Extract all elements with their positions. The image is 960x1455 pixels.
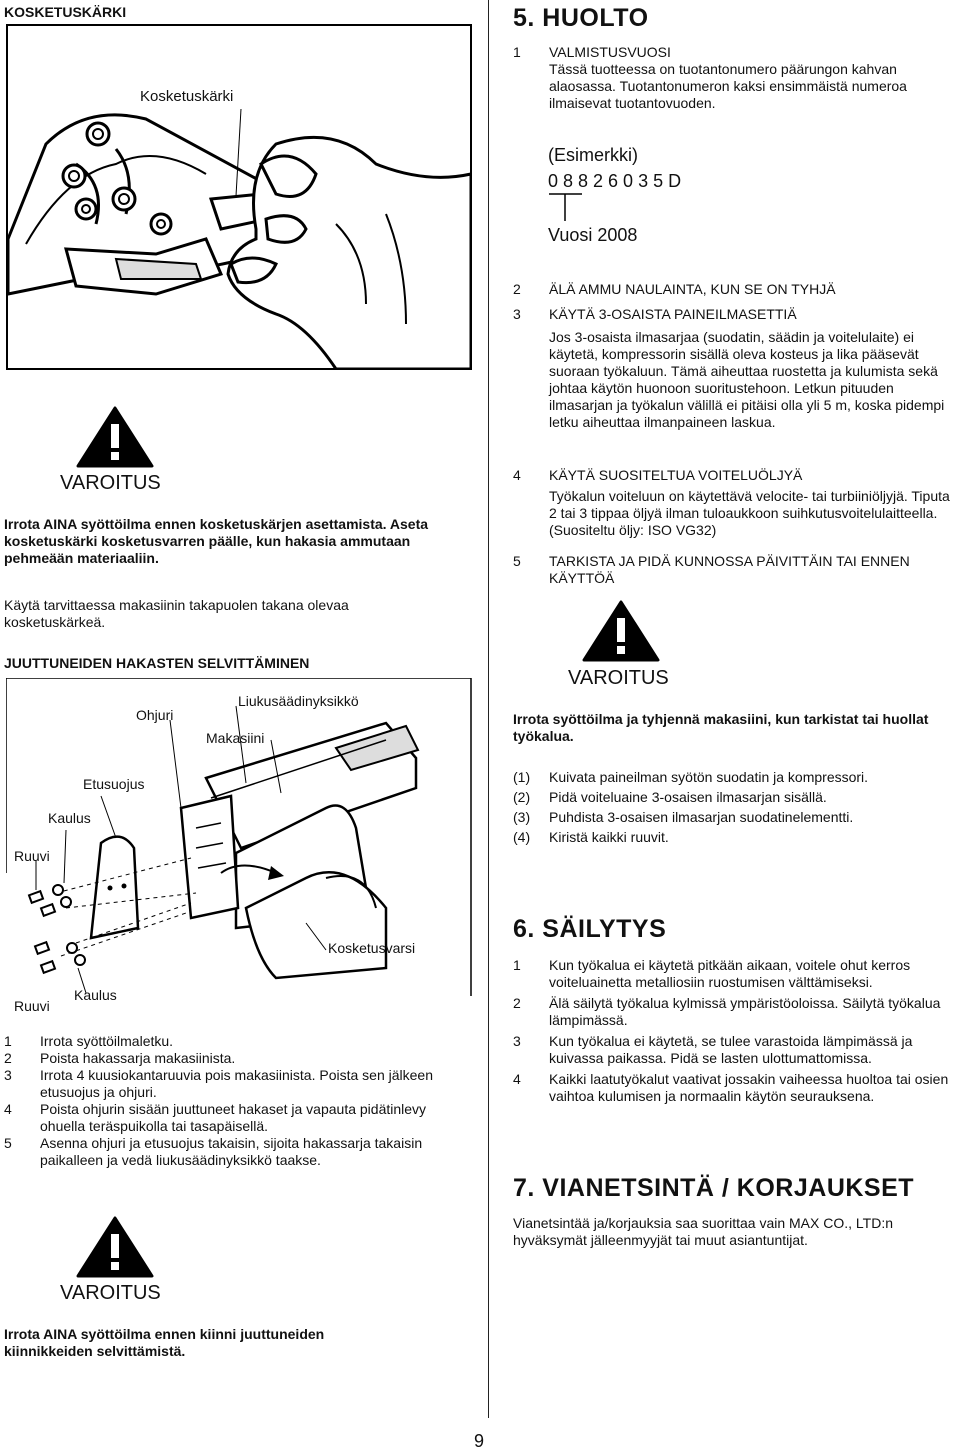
jam-steps-list [4, 1033, 444, 1169]
fig1-label-contact-tip: Kosketuskärki [140, 88, 234, 105]
tip-note: Käytä tarvittaessa makasiinin takapuolen takana olevaa kosketuskärkeä. [4, 597, 349, 630]
list-item: 2 Älä säilytä työkalua kylmissä ympäristöoloissa. Säilytä työkalua lämpimässä. [513, 995, 941, 1028]
section-production-year: 1 VALMISTUSVUOSI Tässä tuotteessa on tuotantonumero päärungon kahvan alaosassa. Tuotantonumeron kaksi ensimmäistä numeroa ilmaisevat tuotantovuoden. [513, 44, 907, 111]
section-no-empty-firing: 2 ÄLÄ AMMU NAULAINTA, KUN SE ON TYHJÄ [513, 281, 836, 297]
section-lubricant: 4 KÄYTÄ SUOSITELTUA VOITELUÖLJYÄ Työkalun voiteluun on käytettävä velocite- tai turbiiniöljyjä. Tiputa 2 tai 3 tippaa öljyä ilman tuloaukkoon suihkutusvoitelulaitteella. (Suositeltu öljy: ISO VG32) [513, 467, 950, 538]
fig2-label-slider: Liukusäädinyksikkö [238, 693, 359, 709]
fig2-label-screw-bottom: Ruuvi [14, 998, 50, 1014]
sailytys-heading: 6. SÄILYTYS [513, 915, 667, 943]
warning-icon [76, 406, 154, 473]
fig2-label-screw-top: Ruuvi [14, 848, 50, 864]
fig2-label-guide: Ohjuri [136, 707, 174, 723]
example-year: Vuosi 2008 [548, 225, 638, 245]
example-code: 0 8 8 2 6 0 3 5 D [548, 171, 682, 191]
warning-text: Irrota AINA syöttöilma ennen kosketuskärjen asettamista. Aseta kosketuskärki kosketusvarren päälle, kun hakasia ammutaan pehmeään materiaaliin. [4, 516, 429, 566]
warning-icon [76, 1216, 154, 1283]
list-item: (3) Puhdista 3-osaisen ilmasarjan suodatinelementti. [513, 809, 854, 825]
section-air-set: 3 KÄYTÄ 3-OSAISTA PAINEILMASETTIÄ Jos 3-osaista ilmasarjaa (suodatin, säädin ja voitelulaite) ei käytetä, kompressorin sisällä oleva kosteus ja lika pääsevät suoraan työkaluun. Tämä aiheuttaa ruostetta ja kulumista sekä johtaa käytön huonoon suoritustehoon. Letkun pituuden ilmasarjan ja työkalun välillä ei pitäisi olla yli 5 m, koska pidempi letku aiheuttaa ilmanpaineen laskua. [513, 306, 945, 430]
example-label: (Esimerkki) [548, 145, 638, 165]
section-daily-check: 5 TARKISTA JA PIDÄ KUNNOSSA PÄIVITTÄIN TAI ENNEN KÄYTTÖÄ [513, 553, 910, 586]
contact-tip-figure [6, 24, 472, 370]
example-underline [548, 193, 588, 228]
list-item: 2 Poista hakassarja makasiinista. [4, 1050, 236, 1066]
list-item: 3 Irrota 4 kuusiokantaruuvia pois makasiinista. Poista sen jälkeen etusuojus ja ohjuri. [4, 1067, 433, 1100]
list-item: (1) Kuivata paineilman syötön suodatin ja kompressori. [513, 769, 869, 785]
fig2-label-collar-bottom: Kaulus [74, 987, 117, 1003]
fig2-label-collar-top: Kaulus [48, 810, 91, 826]
column-divider [488, 0, 489, 1418]
vianetsinta-heading: 7. VIANETSINTÄ / KORJAUKSET [513, 1174, 915, 1202]
warning-title: VAROITUS [568, 667, 669, 689]
warning-text: Irrota AINA syöttöilma ennen kiinni juuttuneiden kiinnikkeiden selvittämistä. [4, 1326, 325, 1359]
list-item: 1 Kun työkalua ei käytetä pitkään aikaan, voitele ohut kerros voiteluainetta metalliosiin ruostumisen välttämiseksi. [513, 957, 911, 990]
list-item: (2) Pidä voiteluaine 3-osaisen ilmasarjan sisällä. [513, 789, 827, 805]
list-item: 4 Kaikki laatutyökalut vaativat jossakin vaiheessa huoltoa tai osien vaihtoa kulumisen ja normaalin käytön seurauksena. [513, 1071, 949, 1104]
list-item: 3 Kun työkalua ei käytetä, se tulee varastoida lämpimässä ja kuivassa paikassa. Pidä se lasten ulottumattomissa. [513, 1033, 913, 1066]
warning-title: VAROITUS [60, 472, 161, 494]
list-item: 4 Poista ohjurin sisään juuttuneet hakaset ja vapauta pidätinlevy ohuella teräspuikolla tai tasapäisellä. [4, 1101, 427, 1134]
list-item: 5 Asenna ohjuri ja etusuojus takaisin, sijoita hakassarja takaisin paikalleen ja vedä liukusäädinyksikkö taakse. [4, 1135, 423, 1168]
list-item: 1 Irrota syöttöilmaletku. [4, 1033, 174, 1049]
check-list [513, 769, 958, 846]
fig2-label-front-cover: Etusuojus [83, 776, 145, 792]
huolto-heading: 5. HUOLTO [513, 4, 649, 32]
warning-text: Irrota syöttöilma ja tyhjennä makasiini, kun tarkistat tai huollat työkalua. [513, 711, 929, 744]
fig2-label-magazine: Makasiini [206, 730, 265, 746]
page-number: 9 [474, 1431, 485, 1451]
warning-icon [582, 600, 660, 667]
jam-heading: JUUTTUNEIDEN HAKASTEN SELVITTÄMINEN [4, 655, 310, 671]
list-item: (4) Kiristä kaikki ruuvit. [513, 829, 669, 845]
tip-heading: KOSKETUSKÄRKI [4, 4, 127, 20]
warning-title: VAROITUS [60, 1282, 161, 1304]
storage-list [513, 957, 958, 1105]
fig2-label-contact-arm: Kosketusvarsi [328, 940, 416, 956]
vianetsinta-text: Vianetsintää ja/korjauksia saa suorittaa vain MAX CO., LTD:n hyväksymät jälleenmyyjät tai muut asiantuntijat. [513, 1215, 893, 1248]
jam-figure [6, 678, 472, 1018]
